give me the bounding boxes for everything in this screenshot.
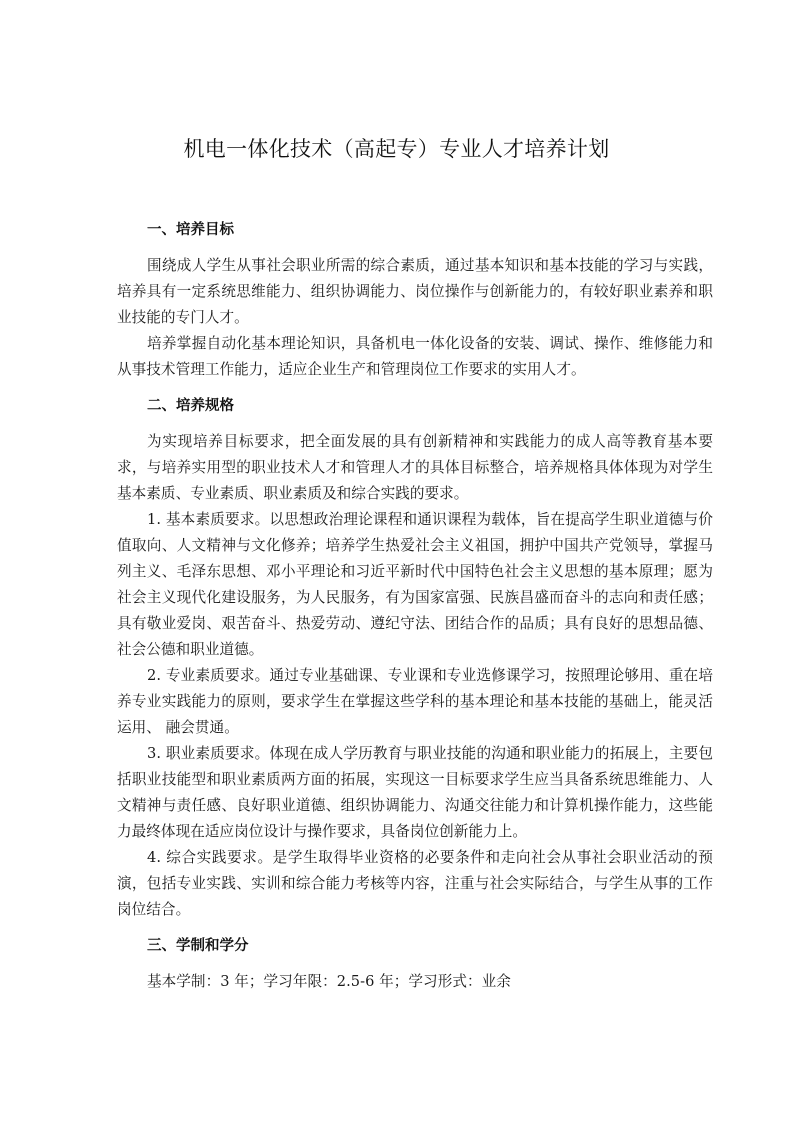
document-title: 机电一体化技术（高起专）专业人才培养计划 xyxy=(183,137,610,161)
paragraph-schooling-info: 基本学制：3 年；学习年限：2.5-6 年；学习形式：业余 xyxy=(147,973,511,990)
section-heading: 三、学制和学分 xyxy=(147,938,249,954)
paragraph: 围绕成人学生从事社会职业所需的综合素质，通过基本知识和基本技能的学习与实践，培养具有一定系统思维能力、组织协调能力、岗位操作与创新能力的，有较好职业素养和职业技能的专门人才。 xyxy=(117,257,713,326)
paragraph: 培养掌握自动化基本理论知识，具备机电一体化设备的安装、调试、操作、维修能力和从事技术管理工作能力，适应企业生产和管理岗位工作要求的实用人才。 xyxy=(117,335,713,378)
section-training-objectives xyxy=(117,217,713,383)
paragraph-vocational-quality: 3. 职业素质要求。体现在成人学历教育与职业技能的沟通和职业能力的拓展上，主要包括职业技能型和职业素质两方面的拓展，实现这一目标要求学生应当具备系统思维能力、人文精神与责任感、良好职业道德、组织协调能力、沟通交往能力和计算机操作能力，这些能力最终体现在适应岗位设计与操作要求，具备岗位创新能力上。 xyxy=(117,745,713,840)
paragraph-basic-quality: 1. 基本素质要求。以思想政治理论课程和通识课程为载体，旨在提高学生职业道德与价值取向、人文精神与文化修养；培养学生热爱社会主义祖国，拥护中国共产党领导，掌握马列主义、毛泽东思想、邓小平理论和习近平新时代中国特色社会主义思想的基本原理；愿为社会主义现代化建设服务，为人民服务，有为国家富强、民族昌盛而奋斗的志向和责任感；具有敬业爱岗、艰苦奋斗、热爱劳动、遵纪守法、团结合作的品质；具有良好的思想品德、社会公德和职业道德。 xyxy=(117,511,713,658)
document-content xyxy=(117,217,713,995)
section-training-specifications xyxy=(117,393,713,923)
paragraph-comprehensive-practice: 4. 综合实践要求。是学生取得毕业资格的必要条件和走向社会从事社会职业活动的预演，包括专业实践、实训和综合能力考核等内容，注重与社会实际结合，与学生从事的工作岗位结合。 xyxy=(117,849,713,918)
section-heading: 一、培养目标 xyxy=(147,222,234,238)
paragraph: 为实现培养目标要求，把全面发展的具有创新精神和实践能力的成人高等教育基本要求，与培养实用型的职业技术人才和管理人才的具体目标整合，培养规格具体体现为对学生基本素质、专业素质、职业素质及和综合实践的要求。 xyxy=(117,433,713,502)
section-heading: 二、培养规格 xyxy=(147,398,234,414)
paragraph-professional-quality: 2. 专业素质要求。通过专业基础课、专业课和专业选修课学习，按照理论够用、重在培养专业实践能力的原则，要求学生在掌握这些学科的基本理论和基本技能的基础上，能灵活运用、 融会贯通。 xyxy=(117,667,713,736)
section-schooling-credits xyxy=(117,933,713,995)
